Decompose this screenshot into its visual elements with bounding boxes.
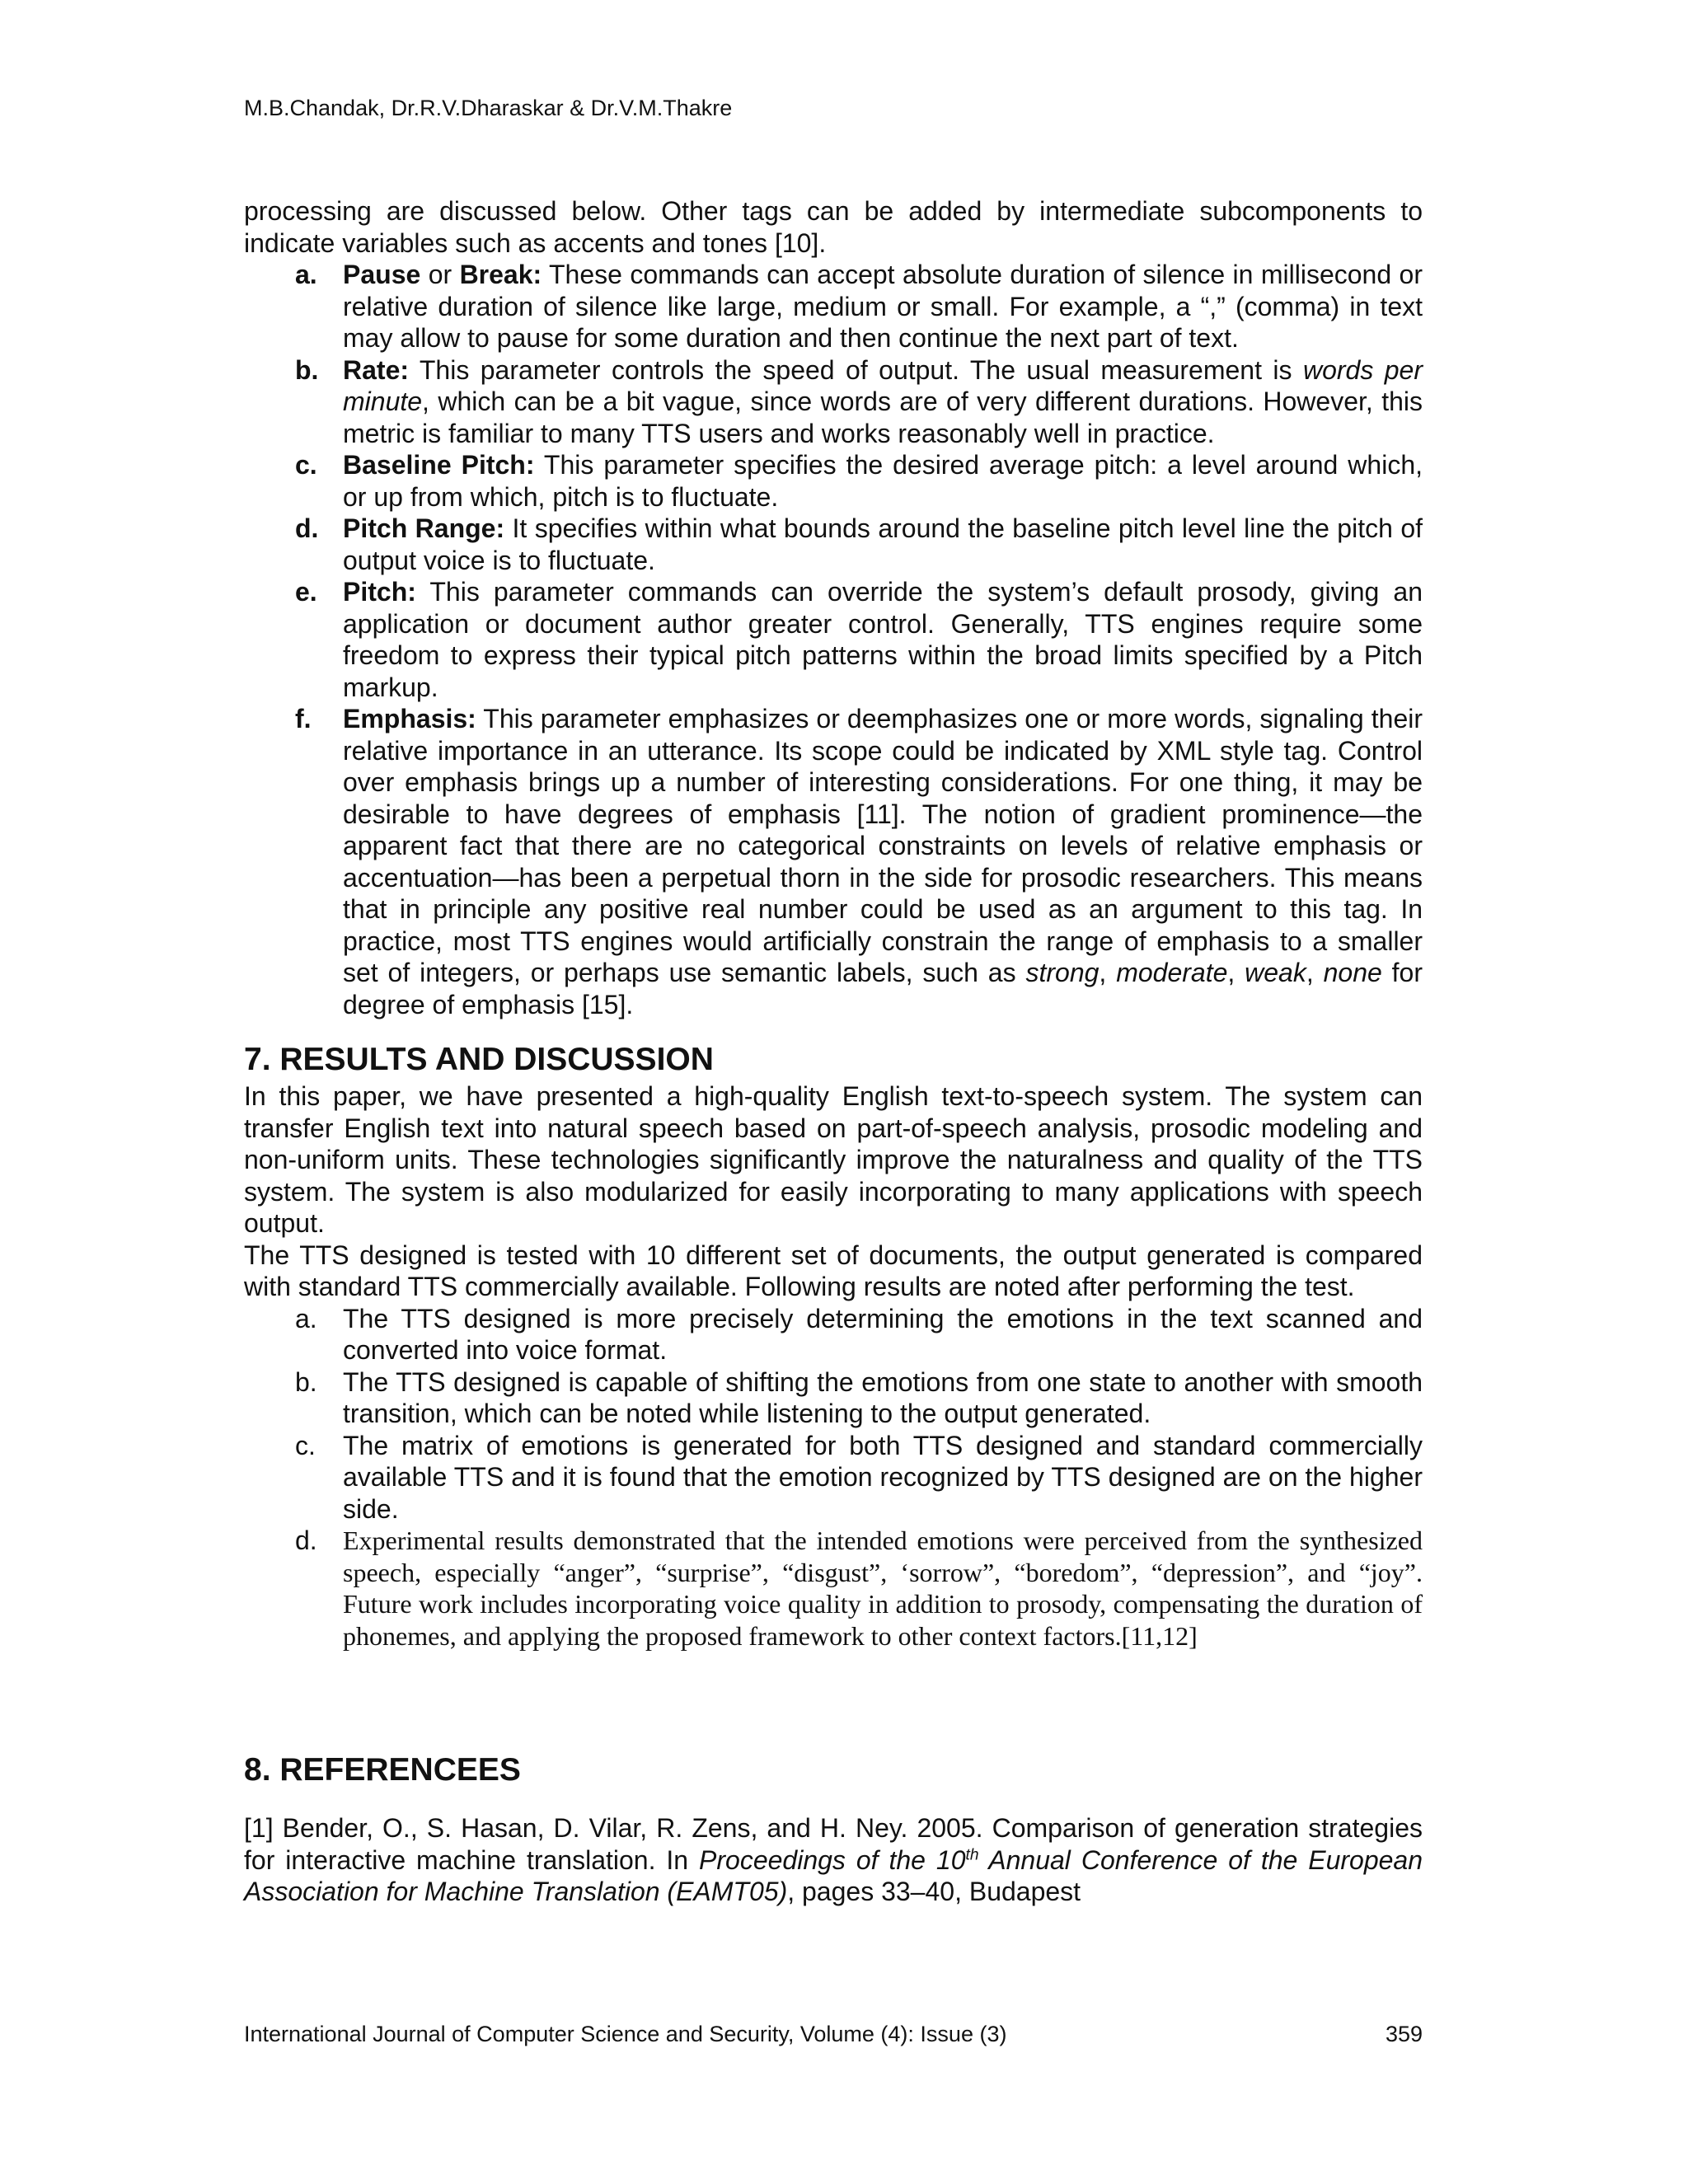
tag-name: Pitch: bbox=[343, 577, 416, 607]
tag-name: Baseline Pitch: bbox=[343, 450, 535, 480]
results-item-text: The TTS designed is capable of shifting the emotions from one state to another with smooth transition, which can be noted while listening to the output generated. bbox=[343, 1366, 1423, 1428]
tag-text: This parameter specifies the desired average pitch: a level around which, or up from which, pitch is to fluctuate. bbox=[343, 450, 1423, 512]
tag-text: This parameter emphasizes or deemphasizes one or more words, signaling their relative importance in an utterance. Its scope could be indicated by XML style tag. Control over emphasis brings up a number of interesting considerations. For one thing, it may be desirable to have degrees of emphasis [11]. The notion of gradient prominence—the apparent fact that there are no categorical constraints on levels of relative emphasis or accentuation—has been a perpetual thorn in the side for prosodic researchers. This means that in principle any positive real number could be used as an argument to this tag. In practice, most TTS engines would artificially constrain the range of emphasis to a smaller set of integers, or perhaps use semantic labels, such as bbox=[343, 704, 1423, 987]
tag-name: Break: bbox=[459, 260, 542, 289]
list-marker: c. bbox=[295, 1430, 316, 1460]
reference-1 bbox=[244, 1812, 1423, 1908]
list-marker: c. bbox=[295, 450, 317, 480]
results-list-d bbox=[244, 1525, 1423, 1652]
tag-text: , bbox=[1306, 958, 1324, 987]
results-item bbox=[244, 1525, 1423, 1652]
list-marker: d. bbox=[295, 1526, 317, 1555]
running-header: M.B.Chandak, Dr.R.V.Dharaskar & Dr.V.M.Thakre bbox=[244, 96, 733, 120]
tag-item bbox=[244, 703, 1423, 1020]
journal-name: International Journal of Computer Science and Security, Volume (4): Issue (3) bbox=[244, 2022, 1007, 2046]
tag-text: This parameter controls the speed of output. The usual measurement is bbox=[409, 354, 1303, 385]
reference-1-pre: [1] Bender, O., S. Hasan, D. Vilar, R. Zens, and H. Ney. 2005. Comparison of generation strategies for interactive machine translation. In bbox=[244, 1813, 1423, 1875]
emphasized-term: moderate bbox=[1116, 958, 1228, 987]
results-item-text: The TTS designed is more precisely determining the emotions in the text scanned and converted into voice format. bbox=[343, 1303, 1423, 1365]
tag-name: Pitch Range: bbox=[343, 513, 505, 543]
list-marker: f. bbox=[295, 704, 312, 733]
tag-name: Pause bbox=[343, 260, 421, 289]
results-paragraph-1: In this paper, we have presented a high-quality English text-to-speech system. The system can transfer English text into natural speech based on part-of-speech analysis, prosodic modeling and non-uniform units. These technologies significantly improve the naturalness and quality of the TTS system. The system is also modularized for easily incorporating to many applications with speech output. bbox=[244, 1081, 1423, 1238]
results-list bbox=[244, 1303, 1423, 1526]
list-marker: b. bbox=[295, 354, 319, 385]
emphasized-term: words per minute bbox=[343, 354, 1423, 416]
list-marker: a. bbox=[295, 1303, 317, 1333]
results-heading: 7. RESULTS AND DISCUSSION bbox=[244, 1042, 714, 1077]
tag-item bbox=[244, 576, 1423, 703]
tag-text: It specifies within what bounds around the baseline pitch level line the pitch of output voice is to fluctuate. bbox=[343, 513, 1423, 575]
results-item bbox=[244, 1430, 1423, 1526]
tag-text: , bbox=[1099, 958, 1117, 987]
tag-item bbox=[244, 259, 1423, 354]
results-section bbox=[244, 1039, 1423, 1652]
page-number: 359 bbox=[1385, 2022, 1423, 2046]
tag-text: This parameter commands can override the system’s default prosody, giving an application or document author greater control. Generally, TTS engines require some freedom to express their typical pitch patterns within the broad limits specified by a Pitch markup. bbox=[343, 577, 1423, 702]
tag-item bbox=[244, 354, 1423, 450]
tags-section bbox=[244, 195, 1423, 1020]
tag-name: Emphasis: bbox=[343, 704, 476, 733]
results-item-text: Experimental results demonstrated that the intended emotions were perceived from the synthesized speech, especially “anger”, “surprise”, “disgust”, ‘sorrow”, “boredom”, “depression”, and “joy”. Future work includes incorporating voice quality in addition to prosody, compensating the duration of phonemes, and applying the proposed framework to other context factors.[11,12] bbox=[343, 1526, 1423, 1651]
references-heading: 8. REFERENCEES bbox=[244, 1752, 521, 1788]
results-item bbox=[244, 1303, 1423, 1366]
list-marker: a. bbox=[295, 260, 317, 289]
tag-name: Rate: bbox=[343, 354, 410, 385]
results-item-text: The matrix of emotions is generated for both TTS designed and standard commercially available TTS and it is found that the emotion recognized by TTS designed are on the higher side. bbox=[343, 1430, 1423, 1524]
list-marker: b. bbox=[295, 1366, 317, 1397]
list-marker: e. bbox=[295, 577, 317, 607]
references-section bbox=[244, 1750, 1423, 1908]
tag-text: , which can be a bit vague, since words are of very different durations. However, this metric is familiar to many TTS users and works reasonably well in practice. bbox=[343, 387, 1423, 448]
emphasized-term: weak bbox=[1245, 958, 1306, 987]
intro-paragraph: processing are discussed below. Other tags can be added by intermediate subcomponents to indicate variables such as accents and tones [10]. bbox=[244, 196, 1423, 258]
tag-list bbox=[244, 259, 1423, 1020]
page-footer bbox=[244, 2022, 1423, 2047]
tag-item bbox=[244, 513, 1423, 576]
tag-text: or bbox=[420, 260, 460, 289]
reference-1-sup: th bbox=[965, 1845, 979, 1863]
tag-text: for degree of emphasis [15]. bbox=[343, 958, 1423, 1019]
reference-1-post: , pages 33–40, Budapest bbox=[787, 1877, 1081, 1906]
reference-1-venue-b: Annual Conference of the European Association for Machine Translation (EAMT05) bbox=[244, 1844, 1423, 1906]
tag-text: , bbox=[1227, 958, 1245, 987]
results-paragraph-2: The TTS designed is tested with 10 different set of documents, the output generated is compared with standard TTS commercially available. Following results are noted after performing the test. bbox=[244, 1240, 1423, 1301]
reference-1-venue-a: Proceedings of the 10 bbox=[699, 1844, 966, 1875]
emphasized-term: strong bbox=[1025, 958, 1100, 987]
tag-item bbox=[244, 449, 1423, 513]
tag-text: These commands can accept absolute duration of silence in millisecond or relative duration of silence like large, medium or small. For example, a “,” (comma) in text may allow to pause for some duration and then continue the next part of text. bbox=[343, 260, 1423, 353]
emphasized-term: none bbox=[1323, 958, 1382, 987]
results-item bbox=[244, 1366, 1423, 1430]
list-marker: d. bbox=[295, 513, 319, 543]
